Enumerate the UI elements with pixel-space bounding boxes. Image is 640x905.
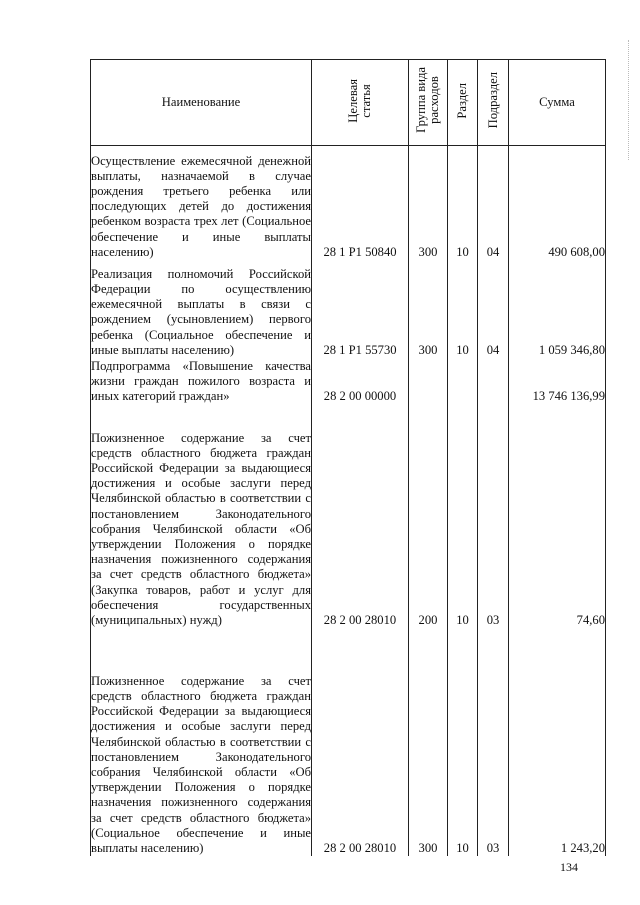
- row-amount: 13 746 136,99: [509, 358, 606, 404]
- table-row: [91, 358, 606, 404]
- row-subsection: 03: [478, 404, 509, 628]
- budget-table: [90, 59, 606, 856]
- table-row: [91, 404, 606, 628]
- row-target-article: 28 1 P1 50840: [312, 146, 409, 261]
- row-name: Пожизненное содержание за счет средств областного бюджета граждан Российской Федерации за выдающиеся достижения и особые заслуги перед Челябинской областью в соответствии с постановлением Законодательного собрания Челябинской области «Об утверждении Положения о порядке назначения пожизненного содержания за счет средств областного бюджета» (Социальное обеспечение и иные выплаты населению): [91, 628, 312, 856]
- row-name: Осуществление ежемесячной денежной выплаты, назначаемой в случае рождения третьего ребенка или последующих детей до достижения ребенком возраста трех лет (Социальное обеспечение и иные выплаты населению): [91, 146, 312, 261]
- row-section: 10: [448, 628, 478, 856]
- row-section: 10: [448, 404, 478, 628]
- row-expense-group: [409, 358, 448, 404]
- header-target-article: Целевая статья: [312, 60, 409, 146]
- header-section: Раздел: [448, 60, 478, 146]
- row-target-article: 28 2 00 00000: [312, 358, 409, 404]
- row-section: [448, 358, 478, 404]
- row-target-article: 28 1 P1 55730: [312, 260, 409, 358]
- row-expense-group: 300: [409, 628, 448, 856]
- row-target-article: 28 2 00 28010: [312, 404, 409, 628]
- row-expense-group: 300: [409, 260, 448, 358]
- row-target-article: 28 2 00 28010: [312, 628, 409, 856]
- row-name: Подпрограмма «Повышение качества жизни граждан пожилого возраста и иных категорий граждан»: [91, 358, 311, 403]
- header-name: Наименование: [91, 60, 312, 146]
- table-row: [91, 146, 606, 261]
- row-name: Пожизненное содержание за счет средств областного бюджета граждан Российской Федерации за выдающиеся достижения и особые заслуги перед Челябинской областью в соответствии с постановлением Законодательного собрания Челябинской области «Об утверждении Положения о порядке назначения пожизненного содержания за счет средств областного бюджета» (Закупка товаров, работ и услуг для обеспечения государственных (муниципальных) нужд): [91, 404, 312, 628]
- header-subsection: Подраздел: [478, 60, 509, 146]
- header-expense-group: Группа вида расходов: [409, 60, 448, 146]
- page-number: 134: [560, 860, 578, 874]
- table-row: [91, 260, 606, 358]
- header-amount: Сумма: [509, 60, 606, 146]
- row-subsection: [478, 358, 509, 404]
- row-section: 10: [448, 146, 478, 261]
- row-amount: 1 059 346,80: [509, 260, 606, 358]
- scan-edge-mark: [628, 40, 635, 160]
- table-header-row: [91, 60, 606, 146]
- row-subsection: 04: [478, 146, 509, 261]
- row-name: Реализация полномочий Российской Федерации по осуществлению ежемесячной выплаты в связи с рождением (усыновлением) первого ребенка (Социальное обеспечение и иные выплаты населению): [91, 260, 312, 358]
- row-amount: 490 608,00: [509, 146, 606, 261]
- row-expense-group: 200: [409, 404, 448, 628]
- row-amount: 1 243,20: [509, 628, 606, 856]
- table-row: [91, 628, 606, 856]
- row-subsection: 03: [478, 628, 509, 856]
- row-subsection: 04: [478, 260, 509, 358]
- row-section: 10: [448, 260, 478, 358]
- row-expense-group: 300: [409, 146, 448, 261]
- row-amount: 74,60: [509, 404, 606, 628]
